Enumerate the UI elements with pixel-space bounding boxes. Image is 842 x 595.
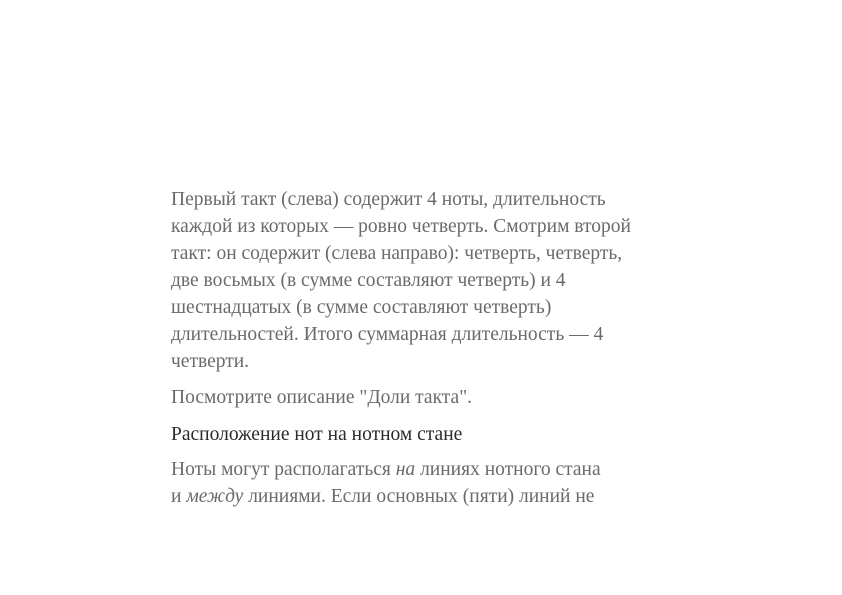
paragraph-note-placement bbox=[171, 456, 711, 510]
text-line: Первый такт (слева) содержит 4 ноты, длительность bbox=[171, 189, 606, 210]
text-fragment: Ноты могут располагаться bbox=[171, 459, 396, 480]
text-fragment: линиями. Если основных (пяти) линий не bbox=[243, 486, 595, 507]
text-line: Посмотрите описание "Доли такта". bbox=[171, 387, 473, 408]
text-line: такт: он содержит (слева направо): четверть, четверть, bbox=[171, 243, 623, 264]
text-line bbox=[171, 456, 711, 483]
paragraph-see-also bbox=[171, 384, 711, 411]
text-line bbox=[171, 483, 711, 510]
emphasis-text: на bbox=[395, 459, 416, 480]
text-fragment: линиях нотного стана bbox=[415, 459, 601, 480]
section-heading: Расположение нот на нотном стане bbox=[171, 424, 463, 445]
text-fragment: и bbox=[171, 486, 187, 507]
document-page bbox=[171, 186, 711, 510]
emphasis-text: между bbox=[186, 486, 244, 507]
text-line: шестнадцатых (в сумме составляют четверть) bbox=[171, 297, 552, 318]
text-line: две восьмых (в сумме составляют четверть) и 4 bbox=[171, 270, 566, 291]
text-line: длительностей. Итого суммарная длительность — 4 bbox=[171, 324, 604, 345]
paragraph-measure-durations bbox=[171, 186, 711, 375]
text-line: четверти. bbox=[171, 351, 250, 372]
text-line: каждой из которых — ровно четверть. Смотрим второй bbox=[171, 216, 631, 237]
